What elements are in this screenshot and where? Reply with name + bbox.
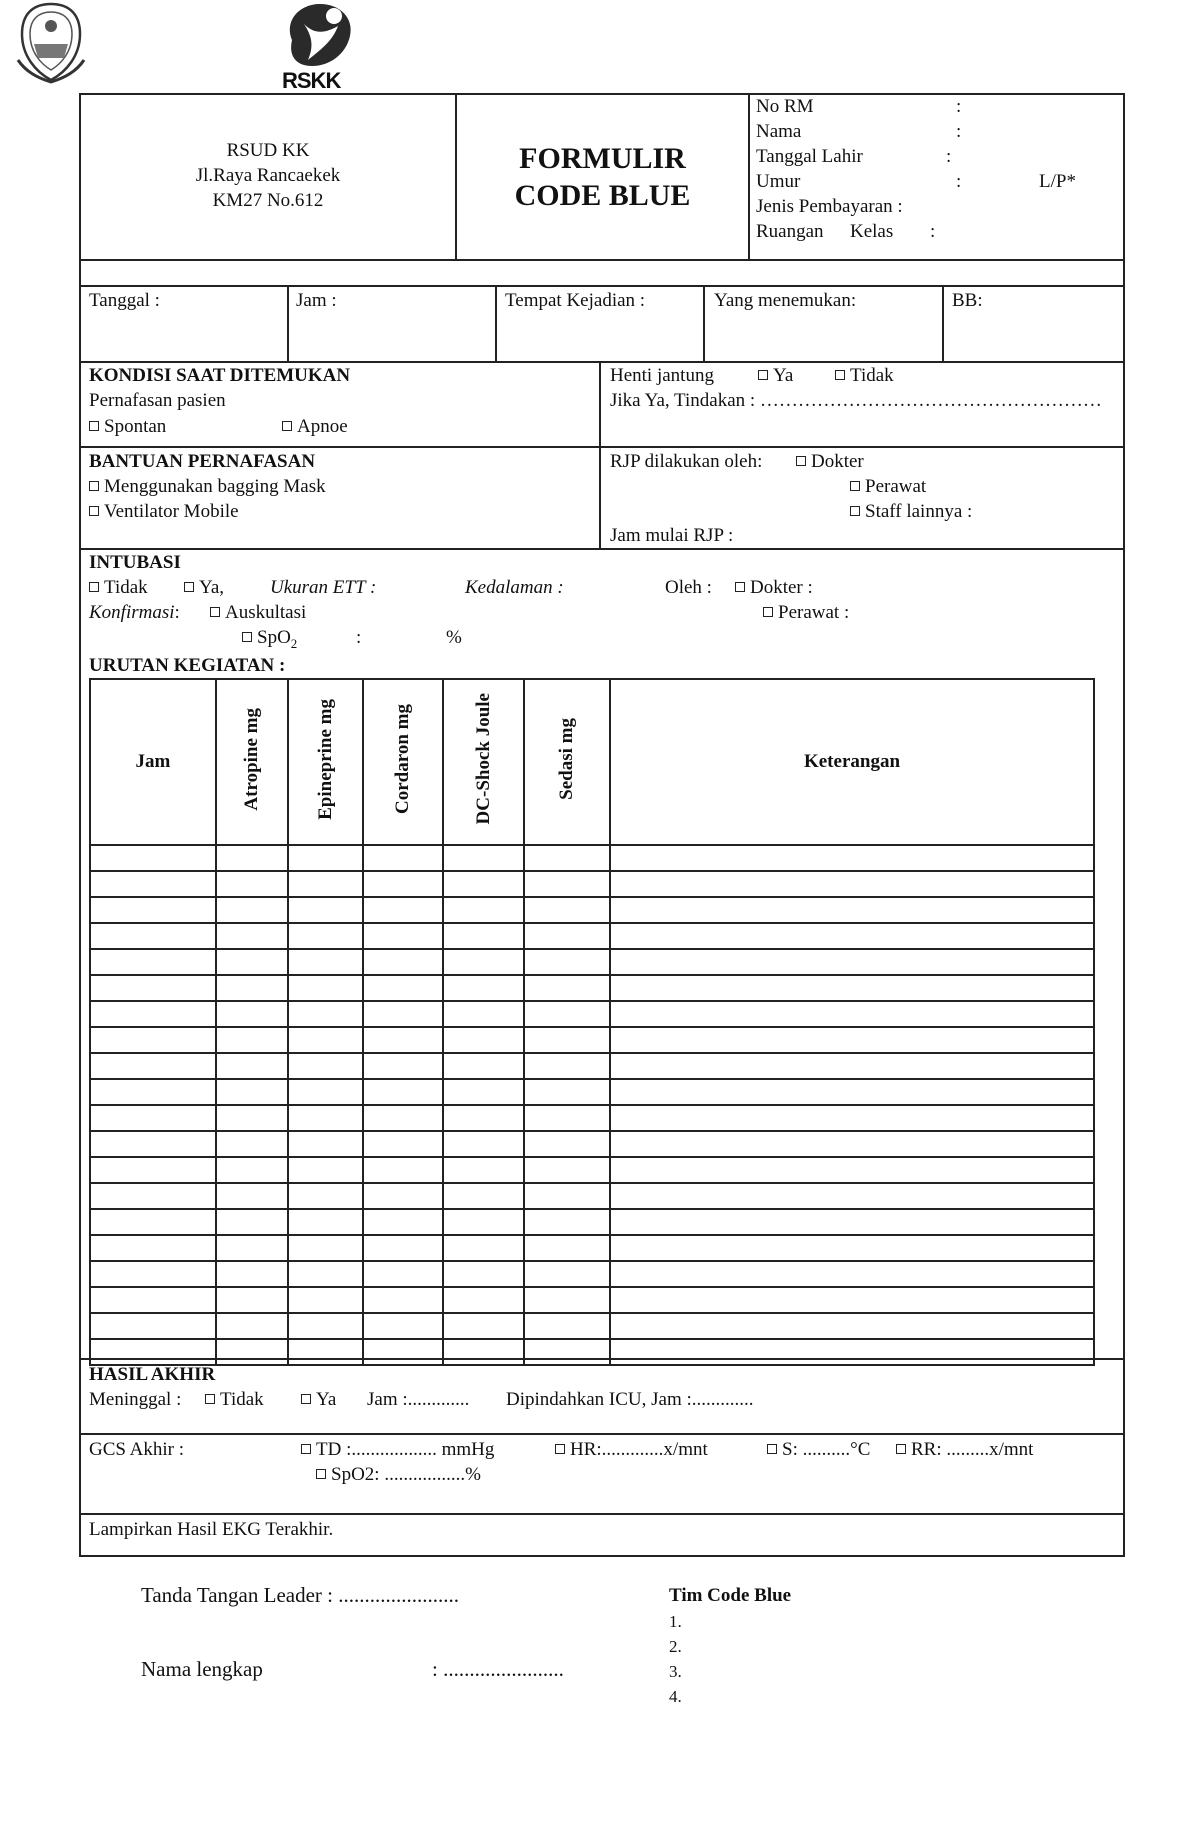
table-cell[interactable] (443, 975, 524, 1001)
field-jam-meninggal[interactable]: Jam :............. (367, 1389, 470, 1410)
heading-bantuan: BANTUAN PERNAFASAN (89, 451, 316, 472)
checkbox-suhu[interactable]: S: ..........°C (767, 1439, 870, 1462)
table-cell[interactable] (610, 1183, 1094, 1209)
checkbox-icon (301, 1444, 311, 1454)
table-cell[interactable] (443, 1261, 524, 1287)
table-cell[interactable] (363, 923, 443, 949)
label-intubasi-oleh: Oleh : (665, 577, 712, 598)
table-cell[interactable] (288, 1261, 364, 1287)
table-cell[interactable] (363, 1105, 443, 1131)
team-member-4[interactable]: 4. (669, 1687, 682, 1706)
table-cell[interactable] (443, 1157, 524, 1183)
checkbox-icon (316, 1469, 326, 1479)
table-cell[interactable] (524, 1001, 610, 1027)
table-cell[interactable] (288, 1027, 364, 1053)
table-cell[interactable] (524, 1183, 610, 1209)
table-row (90, 897, 1094, 923)
rskk-emblem-icon (274, 0, 362, 72)
table-cell[interactable] (90, 845, 216, 871)
checkbox-spo2[interactable]: SpO$_2$ (242, 627, 297, 651)
table-cell[interactable] (363, 975, 443, 1001)
note-ekg: Lampirkan Hasil EKG Terakhir. (89, 1519, 334, 1540)
table-cell[interactable] (363, 1053, 443, 1079)
checkbox-intubasi-tidak[interactable]: Tidak (89, 577, 148, 600)
checkbox-hr[interactable]: HR:.............x/mnt (555, 1439, 708, 1462)
table-cell[interactable] (610, 1131, 1094, 1157)
table-cell[interactable] (90, 923, 216, 949)
table-cell[interactable] (363, 1209, 443, 1235)
field-yang-menemukan[interactable]: Yang menemukan: (714, 290, 857, 311)
table-cell[interactable] (363, 1027, 443, 1053)
table-cell[interactable] (610, 897, 1094, 923)
table-cell[interactable] (443, 1209, 524, 1235)
heading-tim-code-blue: Tim Code Blue (669, 1585, 792, 1606)
field-pindah-icu[interactable]: Dipindahkan ICU, Jam :............. (506, 1389, 754, 1410)
table-cell[interactable] (90, 975, 216, 1001)
table-cell[interactable] (216, 897, 288, 923)
checkbox-icon (282, 421, 292, 431)
table-cell[interactable] (216, 1313, 288, 1339)
colon-no-rm: : (956, 96, 962, 117)
checkbox-meninggal-ya[interactable]: Ya (301, 1389, 336, 1412)
table-cell[interactable] (524, 975, 610, 1001)
field-bb[interactable]: BB: (952, 290, 983, 311)
col-dc-shock: DC-Shock Joule (443, 679, 524, 845)
label-kelas: Kelas (850, 221, 894, 242)
checkbox-meninggal-tidak[interactable]: Tidak (205, 1389, 264, 1412)
table-cell[interactable] (288, 1339, 364, 1365)
table-cell[interactable] (288, 897, 364, 923)
table-cell[interactable] (288, 1287, 364, 1313)
field-tanda-tangan-leader[interactable]: Tanda Tangan Leader : ....................... (141, 1583, 459, 1607)
table-row (90, 975, 1094, 1001)
table-cell[interactable] (90, 1157, 216, 1183)
colon-spo2: : (356, 627, 362, 648)
label-konfirmasi: Konfirmasi: (89, 602, 180, 623)
table-cell[interactable] (90, 1027, 216, 1053)
table-row (90, 1209, 1094, 1235)
table-cell[interactable] (90, 1313, 216, 1339)
table-cell[interactable] (216, 1079, 288, 1105)
table-cell[interactable] (216, 1105, 288, 1131)
table-cell[interactable] (216, 871, 288, 897)
table-cell[interactable] (524, 1339, 610, 1365)
table-cell[interactable] (288, 1183, 364, 1209)
table-cell[interactable] (363, 871, 443, 897)
table-cell[interactable] (610, 1339, 1094, 1365)
table-cell[interactable] (610, 1157, 1094, 1183)
table-cell[interactable] (216, 1287, 288, 1313)
table-cell[interactable] (90, 1235, 216, 1261)
label-gender: L/P* (1039, 171, 1076, 192)
field-kedalaman[interactable]: Kedalaman : (465, 577, 564, 598)
table-cell[interactable] (363, 1339, 443, 1365)
table-cell[interactable] (610, 1313, 1094, 1339)
label-gcs-akhir: GCS Akhir : (89, 1439, 185, 1460)
table-cell[interactable] (443, 1235, 524, 1261)
checkbox-intubasi-dokter[interactable]: Dokter : (735, 577, 813, 600)
table-cell[interactable] (216, 1261, 288, 1287)
hospital-address-line1: Jl.Raya Rancaekek (195, 165, 341, 186)
field-tempat-kejadian[interactable]: Tempat Kejadian : (505, 290, 646, 311)
table-cell[interactable] (524, 1027, 610, 1053)
team-member-2[interactable]: 2. (669, 1637, 682, 1656)
checkbox-henti-ya[interactable]: Ya (758, 365, 793, 388)
checkbox-icon (758, 370, 768, 380)
checkbox-bagging[interactable]: Menggunakan bagging Mask (89, 476, 326, 499)
table-cell[interactable] (610, 1261, 1094, 1287)
table-cell[interactable] (610, 1209, 1094, 1235)
table-row (90, 1183, 1094, 1209)
table-cell[interactable] (288, 1235, 364, 1261)
checkbox-ventilator[interactable]: Ventilator Mobile (89, 501, 239, 524)
table-cell[interactable] (524, 923, 610, 949)
table-cell[interactable] (524, 1105, 610, 1131)
field-nama-lengkap[interactable]: : ....................... (432, 1657, 564, 1681)
table-cell[interactable] (90, 1001, 216, 1027)
table-cell[interactable] (524, 845, 610, 871)
heading-hasil-akhir: HASIL AKHIR (89, 1364, 216, 1385)
checkbox-icon (835, 370, 845, 380)
col-atropine: Atropine mg (216, 679, 288, 845)
checkbox-icon (850, 506, 860, 516)
table-cell[interactable] (363, 1079, 443, 1105)
table-cell[interactable] (90, 1287, 216, 1313)
table-cell[interactable] (363, 1261, 443, 1287)
table-cell[interactable] (363, 897, 443, 923)
table-cell[interactable] (443, 897, 524, 923)
table-cell[interactable] (524, 1287, 610, 1313)
table-cell[interactable] (363, 845, 443, 871)
table-body (90, 845, 1094, 1365)
table-row (90, 1235, 1094, 1261)
table-row (90, 1287, 1094, 1313)
field-tanggal[interactable]: Tanggal : (89, 290, 160, 311)
table-cell[interactable] (90, 1053, 216, 1079)
col-keterangan: Keterangan (610, 679, 1094, 845)
checkbox-rr[interactable]: RR: .........x/mnt (896, 1439, 1033, 1462)
table-cell[interactable] (443, 1339, 524, 1365)
table-cell[interactable] (363, 1157, 443, 1183)
table-cell[interactable] (216, 1183, 288, 1209)
table-cell[interactable] (288, 845, 364, 871)
colon-kelas: : (930, 221, 936, 242)
table-cell[interactable] (363, 1235, 443, 1261)
checkbox-icon (205, 1394, 215, 1404)
checkbox-icon (850, 481, 860, 491)
table-cell[interactable] (363, 1001, 443, 1027)
table-cell[interactable] (90, 1079, 216, 1105)
table-cell[interactable] (610, 1001, 1094, 1027)
table-row (90, 1131, 1094, 1157)
table-cell[interactable] (524, 1235, 610, 1261)
form-title-line1: FORMULIR (519, 142, 686, 175)
colon-umur: : (956, 171, 962, 192)
table-cell[interactable] (524, 1209, 610, 1235)
table-cell[interactable] (90, 897, 216, 923)
checkbox-td[interactable]: TD :.................. mmHg (301, 1439, 494, 1462)
table-cell[interactable] (443, 1079, 524, 1105)
table-cell[interactable] (610, 949, 1094, 975)
table-cell[interactable] (524, 1131, 610, 1157)
table-row (90, 923, 1094, 949)
table-row (90, 1339, 1094, 1365)
table-cell[interactable] (610, 1053, 1094, 1079)
field-jam[interactable]: Jam : (296, 290, 337, 311)
checkbox-icon (735, 582, 745, 592)
checkbox-icon (796, 456, 806, 466)
table-cell[interactable] (610, 845, 1094, 871)
table-cell[interactable] (90, 1105, 216, 1131)
table-cell[interactable] (443, 1027, 524, 1053)
table-cell[interactable] (216, 1235, 288, 1261)
table-cell[interactable] (90, 1209, 216, 1235)
table-cell[interactable] (363, 1287, 443, 1313)
checkbox-henti-tidak[interactable]: Tidak (835, 365, 894, 388)
table-cell[interactable] (288, 1313, 364, 1339)
table-cell[interactable] (90, 1183, 216, 1209)
table-cell[interactable] (610, 1235, 1094, 1261)
table-cell[interactable] (443, 949, 524, 975)
table-cell[interactable] (610, 1079, 1094, 1105)
table-cell[interactable] (443, 1313, 524, 1339)
heading-intubasi: INTUBASI (89, 552, 181, 573)
col-epineprine: Epineprine mg (288, 679, 364, 845)
checkbox-rjp-perawat[interactable]: Perawat (850, 476, 926, 499)
table-row (90, 845, 1094, 871)
team-member-1[interactable]: 1. (669, 1612, 682, 1631)
table-cell[interactable] (363, 949, 443, 975)
activity-table (89, 678, 1095, 1366)
checkbox-icon (89, 506, 99, 516)
table-cell[interactable] (216, 845, 288, 871)
table-row (90, 1313, 1094, 1339)
table-cell[interactable] (610, 871, 1094, 897)
table-cell[interactable] (443, 1287, 524, 1313)
table-cell[interactable] (216, 923, 288, 949)
table-row (90, 1027, 1094, 1053)
label-umur: Umur (756, 171, 801, 192)
table-cell[interactable] (90, 949, 216, 975)
checkbox-intubasi-perawat[interactable]: Perawat : (763, 602, 849, 625)
label-meninggal: Meninggal : (89, 1389, 182, 1410)
checkbox-icon (89, 582, 99, 592)
col-sedasi: Sedasi mg (524, 679, 610, 845)
table-cell[interactable] (90, 1131, 216, 1157)
table-cell[interactable] (288, 1079, 364, 1105)
checkbox-icon (767, 1444, 777, 1454)
table-row (90, 1157, 1094, 1183)
checkbox-icon (210, 607, 220, 617)
table-cell[interactable] (216, 1053, 288, 1079)
table-cell[interactable] (524, 1157, 610, 1183)
table-cell[interactable] (443, 1001, 524, 1027)
table-cell[interactable] (610, 1287, 1094, 1313)
label-pernafasan: Pernafasan pasien (89, 390, 226, 411)
table-cell[interactable] (216, 975, 288, 1001)
checkbox-rjp-staff[interactable]: Staff lainnya : (850, 501, 972, 524)
table-row (90, 871, 1094, 897)
table-cell[interactable] (524, 1261, 610, 1287)
table-header-row (90, 679, 1094, 845)
rskk-logo (274, 0, 362, 92)
table-cell[interactable] (288, 949, 364, 975)
col-cordaron: Cordaron mg (363, 679, 443, 845)
checkbox-auskultasi[interactable]: Auskultasi (210, 602, 306, 625)
table-row (90, 1001, 1094, 1027)
table-cell[interactable] (363, 1131, 443, 1157)
heading-kondisi: KONDISI SAAT DITEMUKAN (89, 365, 351, 386)
table-cell[interactable] (443, 923, 524, 949)
label-tanggal-lahir: Tanggal Lahir (756, 146, 863, 167)
table-cell[interactable] (524, 1313, 610, 1339)
checkbox-spontan[interactable]: Spontan (89, 416, 166, 439)
table-cell[interactable] (216, 1001, 288, 1027)
checkbox-icon (763, 607, 773, 617)
checkbox-icon (555, 1444, 565, 1454)
label-ruangan: Ruangan (756, 221, 824, 242)
table-row (90, 1261, 1094, 1287)
field-tindakan[interactable]: Jika Ya, Tindakan : ……………………………………………… (610, 390, 1102, 411)
table-cell[interactable] (216, 1209, 288, 1235)
label-jenis-pembayaran: Jenis Pembayaran : (756, 196, 903, 217)
table-cell[interactable] (288, 1001, 364, 1027)
table-cell[interactable] (363, 1313, 443, 1339)
col-jam: Jam (90, 679, 216, 845)
checkbox-icon (242, 632, 252, 642)
table-cell[interactable] (524, 1079, 610, 1105)
checkbox-icon (896, 1444, 906, 1454)
table-cell[interactable] (610, 1105, 1094, 1131)
table-row (90, 1079, 1094, 1105)
checkbox-icon (184, 582, 194, 592)
table-cell[interactable] (90, 1261, 216, 1287)
colon-nama: : (956, 121, 962, 142)
table-cell[interactable] (288, 975, 364, 1001)
table-cell[interactable] (216, 1157, 288, 1183)
checkbox-icon (89, 421, 99, 431)
table-row (90, 949, 1094, 975)
colon-tanggal-lahir: : (946, 146, 952, 167)
table-cell[interactable] (288, 923, 364, 949)
table-cell[interactable] (90, 871, 216, 897)
checkbox-rjp-dokter[interactable]: Dokter (796, 451, 864, 474)
checkbox-icon (301, 1394, 311, 1404)
table-cell[interactable] (610, 1027, 1094, 1053)
table-cell[interactable] (288, 1157, 364, 1183)
table-cell[interactable] (524, 871, 610, 897)
label-no-rm: No RM (756, 96, 814, 117)
table-cell[interactable] (288, 871, 364, 897)
government-seal-logo (14, 0, 88, 84)
hospital-address-line2: KM27 No.612 (212, 190, 324, 211)
table-cell[interactable] (443, 1131, 524, 1157)
table-cell[interactable] (524, 897, 610, 923)
table-cell[interactable] (216, 1339, 288, 1365)
table-cell[interactable] (288, 1131, 364, 1157)
hospital-name: RSUD KK (226, 140, 310, 161)
table-cell[interactable] (288, 1105, 364, 1131)
table-row (90, 1053, 1094, 1079)
checkbox-icon (89, 481, 99, 491)
table-cell[interactable] (524, 949, 610, 975)
percent-spo2: % (446, 627, 462, 648)
field-ukuran-ett[interactable]: Ukuran ETT : (270, 577, 377, 598)
label-henti-jantung: Henti jantung (610, 365, 714, 386)
label-nama-lengkap: Nama lengkap (141, 1657, 263, 1681)
table-cell[interactable] (524, 1053, 610, 1079)
table-cell[interactable] (216, 1027, 288, 1053)
table-cell[interactable] (216, 949, 288, 975)
team-member-3[interactable]: 3. (669, 1662, 682, 1681)
table-cell[interactable] (216, 1131, 288, 1157)
form-title-line2: CODE BLUE (514, 179, 691, 212)
table-cell[interactable] (610, 975, 1094, 1001)
logo-text: RSKK (282, 68, 341, 93)
table-row (90, 1105, 1094, 1131)
checkbox-intubasi-ya[interactable]: Ya, (184, 577, 224, 600)
table-cell[interactable] (443, 1053, 524, 1079)
table-cell[interactable] (90, 1339, 216, 1365)
table-cell[interactable] (610, 923, 1094, 949)
table-cell[interactable] (443, 845, 524, 871)
checkbox-spo2-akhir[interactable]: SpO2: .................% (316, 1464, 481, 1487)
table-cell[interactable] (443, 871, 524, 897)
label-nama: Nama (756, 121, 802, 142)
table-cell[interactable] (443, 1183, 524, 1209)
field-jam-mulai-rjp[interactable]: Jam mulai RJP : (610, 525, 734, 546)
table-cell[interactable] (443, 1105, 524, 1131)
table-cell[interactable] (288, 1053, 364, 1079)
checkbox-apnoe[interactable]: Apnoe (282, 416, 348, 439)
table-cell[interactable] (288, 1209, 364, 1235)
label-rjp-oleh: RJP dilakukan oleh: (610, 451, 763, 472)
heading-urutan: URUTAN KEGIATAN : (89, 655, 286, 676)
table-cell[interactable] (363, 1183, 443, 1209)
